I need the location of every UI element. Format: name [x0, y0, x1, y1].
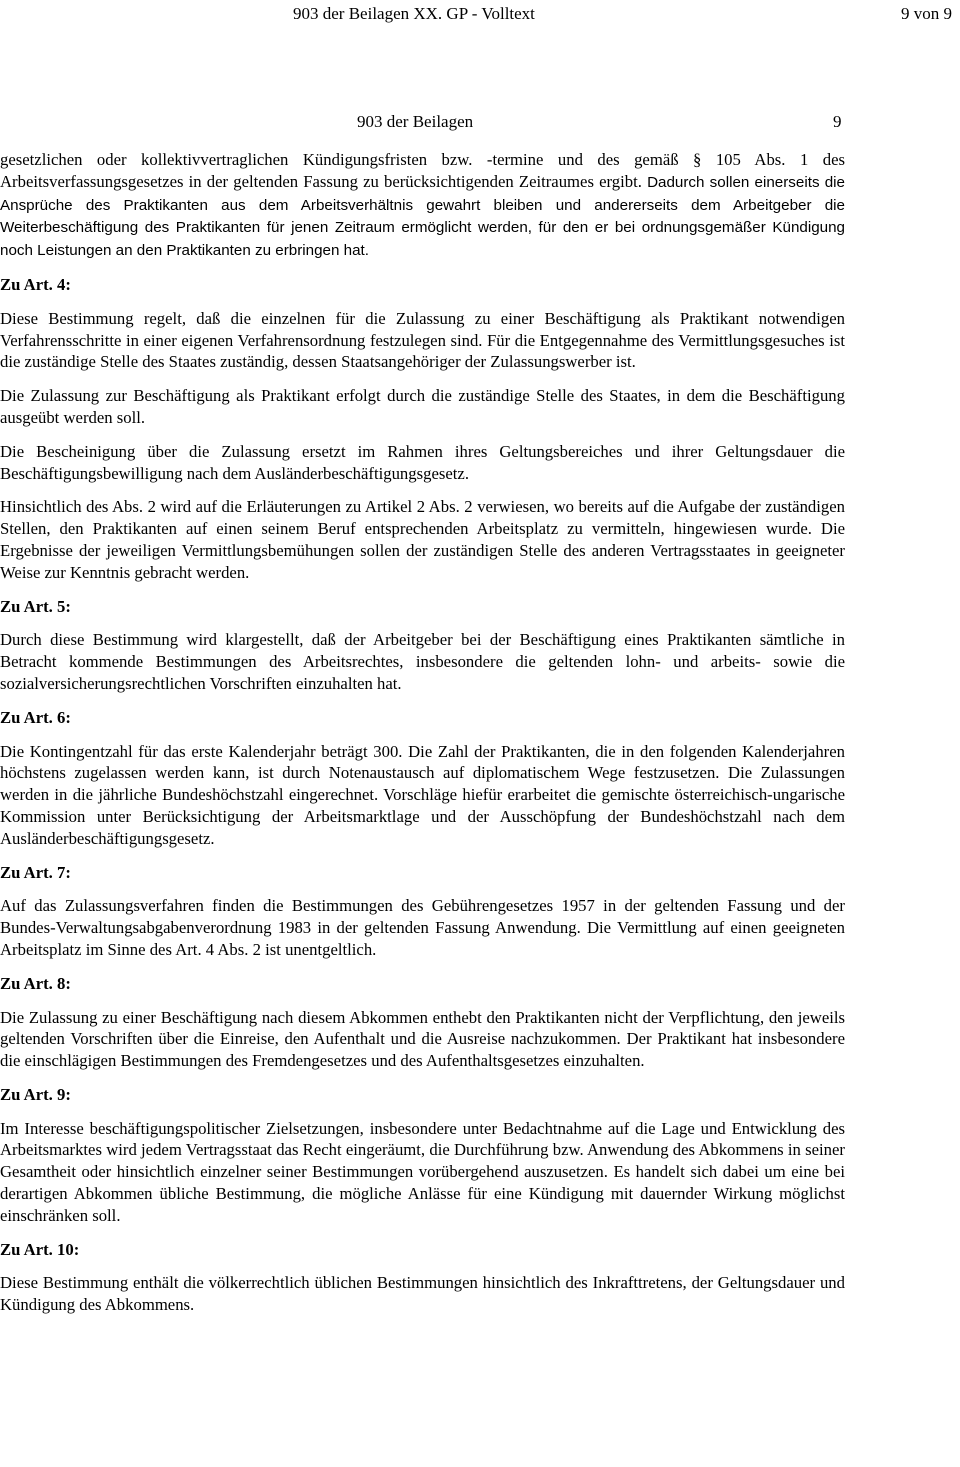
document-header	[0, 112, 960, 138]
document-title: 903 der Beilagen	[357, 112, 474, 131]
intro-text-serif: gesetzlichen oder kollektivvertraglichen Kündigungsfristen bzw. -termine und des gemäß § 105 Abs. 1 des Arbeitsverfassungsgesetzes in der geltenden Fassung zu berücksichtigenden Zeitraumes ergibt.	[0, 150, 845, 191]
heading-art-4: Zu Art. 4:	[0, 274, 71, 294]
heading-art-7: Zu Art. 7:	[0, 862, 71, 882]
print-header-pager: 9 von 9	[901, 4, 952, 23]
art-10-paragraph-1: Diese Bestimmung enthält die völkerrechtlich üblichen Bestimmungen hinsichtlich des Inkrafttretens, der Geltungsdauer und Kündigung des Abkommens.	[0, 1273, 845, 1315]
intro-text-sans: Dadurch sollen einerseits die Ansprüche des Praktikanten aus dem Arbeitsverhältnis gewahrt bleiben und andererseits dem Arbeitgeber die Weiterbeschäftigung des Praktikanten für jenen Zeitraum ermöglicht werden, für den er bei ordnungsgemäßer Kündigung noch Leistungen an den Praktikanten zu erbringen hat.	[0, 173, 845, 260]
document-body	[0, 149, 845, 1328]
art-4-paragraph-4: Hinsichtlich des Abs. 2 wird auf die Erläuterungen zu Artikel 2 Abs. 2 verwiesen, wo bereits auf die Aufgabe der zuständigen Stellen, den Praktikanten auf einen seinem Beruf entsprechenden Arbeitsplatz zu vermitteln, hingewiesen wurde. Die Ergebnisse der jeweiligen Vermittlungsbemühungen sollen der zuständigen Stelle des anderen Vertragsstaates in geeigneter Weise zur Kenntnis gebracht werden.	[0, 497, 845, 582]
intro-paragraph	[0, 149, 845, 262]
print-header-title: 903 der Beilagen XX. GP - Volltext	[293, 4, 535, 23]
heading-art-6: Zu Art. 6:	[0, 707, 71, 727]
print-header	[0, 0, 960, 30]
art-4-paragraph-2: Die Zulassung zur Beschäftigung als Praktikant erfolgt durch die zuständige Stelle des Staates, in dem die Beschäftigung ausgeübt werden soll.	[0, 386, 845, 427]
heading-art-8: Zu Art. 8:	[0, 973, 71, 993]
art-4-paragraph-3: Die Bescheinigung über die Zulassung ersetzt im Rahmen ihres Geltungsbereiches und ihrer Geltungsdauer die Beschäftigungsbewilligung nach dem Ausländerbeschäftigungsgesetz.	[0, 441, 845, 483]
heading-art-10: Zu Art. 10:	[0, 1239, 80, 1259]
art-6-paragraph-1: Die Kontingentzahl für das erste Kalenderjahr beträgt 300. Die Zahl der Praktikanten, die in den folgenden Kalenderjahren höchstens zugelassen werden kann, ist durch Notenaustausch auf diplomatischem Wege festzusetzen. Die Zulassungen werden in die jährliche Bundeshöchstzahl eingerechnet. Vorschläge hiefür erarbeitet die gemischte österreichisch-ungarische Kommission unter Berücksichtigung der Arbeitsmarktlage und der Ausschöpfung der Bundeshöchstzahl nach dem Ausländerbeschäftigungsgesetz.	[0, 741, 845, 848]
art-4-paragraph-1: Diese Bestimmung regelt, daß die einzelnen für die Zulassung zu einer Beschäftigung als Praktikant notwendigen Verfahrensschritte in einer eigenen Verfahrensordnung festzulegen sind. Für die Entgegennahme des Vermittlungsgesuches ist die zuständige Stelle des Staates zuständig, dessen Staatsangehöriger der Zulassungswerber ist.	[0, 308, 845, 372]
heading-art-9: Zu Art. 9:	[0, 1084, 71, 1104]
heading-art-5: Zu Art. 5:	[0, 596, 71, 616]
art-8-paragraph-1: Die Zulassung zu einer Beschäftigung nach diesem Abkommen enthebt den Praktikanten nicht der Verpflichtung, den jeweils geltenden Vorschriften über die Einreise, den Aufenthalt und die Ausreise nachzukommen. Der Praktikant hat insbesondere die einschlägigen Bestimmungen des Fremdengesetzes und des Aufenthaltsgesetzes einzuhalten.	[0, 1007, 845, 1071]
art-7-paragraph-1: Auf das Zulassungsverfahren finden die Bestimmungen des Gebührengesetzes 1957 in der geltenden Fassung und der Bundes-Verwaltungsabgabenverordnung 1983 in der geltenden Fassung Anwendung. Die Vermittlung auf einen geeigneten Arbeitsplatz im Sinne des Art. 4 Abs. 2 ist unentgeltlich.	[0, 896, 845, 959]
art-9-paragraph-1: Im Interesse beschäftigungspolitischer Zielsetzungen, insbesondere unter Bedachtnahme auf die Lage und Entwicklung des Arbeitsmarktes wird jedem Vertragsstaat das Recht eingeräumt, die Durchführung bzw. Anwendung des Abkommens in seiner Gesamtheit oder hinsichtlich einzelner seiner Bestimmungen vorübergehend auszusetzen. Es handelt sich dabei um eine bei derartigen Abkommen übliche Bestimmung, die mögliche Anlässe für eine Kündigung mit dauernder Wirkung möglichst einschränken soll.	[0, 1118, 845, 1225]
art-5-paragraph-1: Durch diese Bestimmung wird klargestellt, daß der Arbeitgeber bei der Beschäftigung eines Praktikanten sämtliche in Betracht kommende Bestimmungen des Arbeitsrechtes, insbesondere die geltenden lohn- und arbeits- sowie die sozialversicherungsrechtlichen Vorschriften einzuhalten hat.	[0, 630, 845, 693]
page-number: 9	[833, 112, 842, 131]
